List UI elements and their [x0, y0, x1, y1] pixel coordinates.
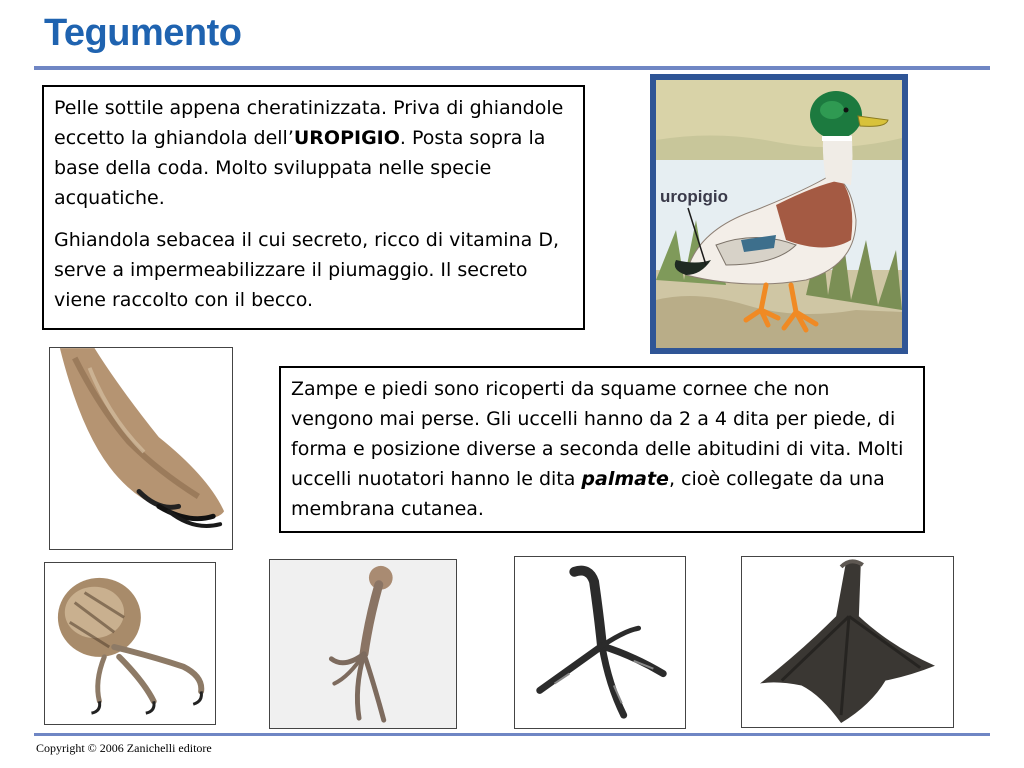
paragraph-text: , cioè collegate da una membrana cutanea.	[291, 468, 885, 520]
uropygial-paragraph-2: Ghiandola sebacea il cui secreto, ricco di vitamina D, serve a impermeabilizzare il piumaggio. Il secreto viene raccolto con il becco.	[54, 229, 559, 311]
palmate-term: palmate	[581, 468, 669, 490]
uropygial-paragraph-1	[54, 93, 573, 213]
scaled-foot-photo	[514, 556, 686, 729]
webbed-foot-drawing	[742, 557, 953, 727]
raptor-claw-photo	[49, 347, 233, 550]
webbed-foot-photo	[741, 556, 954, 728]
uropigio-label: uropigio	[660, 187, 728, 206]
paragraph-text: Zampe e piedi sono ricoperti da squame cornee che non vengono mai perse. Gli uccelli hanno da 2 a 4 dita per piede, di forma e posizione diverse a seconda delle abitudini di vita. Molti uccelli nuotatori hanno le dita	[291, 378, 904, 490]
slide-title: Tegumento	[44, 12, 242, 54]
uropygial-text-box	[42, 85, 585, 330]
claw-closeup-drawing	[50, 348, 232, 549]
footer-divider	[34, 733, 990, 736]
scaled-foot-drawing	[515, 557, 685, 728]
paragraph-text: . Posta sopra la base della coda. Molto sviluppata nelle specie acquatiche.	[54, 127, 546, 209]
uropigio-term: UROPIGIO	[293, 127, 400, 149]
feathered-foot-photo	[44, 562, 216, 725]
feet-text-box	[279, 366, 925, 533]
perching-foot-drawing	[270, 560, 456, 728]
paragraph-text: Pelle sottile appena cheratinizzata. Priva di ghiandole eccetto la ghiandola dell’	[54, 97, 564, 149]
perching-foot-photo	[269, 559, 457, 729]
duck-illustration	[650, 74, 908, 354]
title-divider	[34, 66, 990, 70]
feathered-foot-drawing	[45, 563, 215, 724]
copyright-notice: Copyright © 2006 Zanichelli editore	[36, 741, 212, 755]
feet-paragraph	[291, 374, 913, 524]
mallard-duck-drawing	[656, 80, 902, 348]
